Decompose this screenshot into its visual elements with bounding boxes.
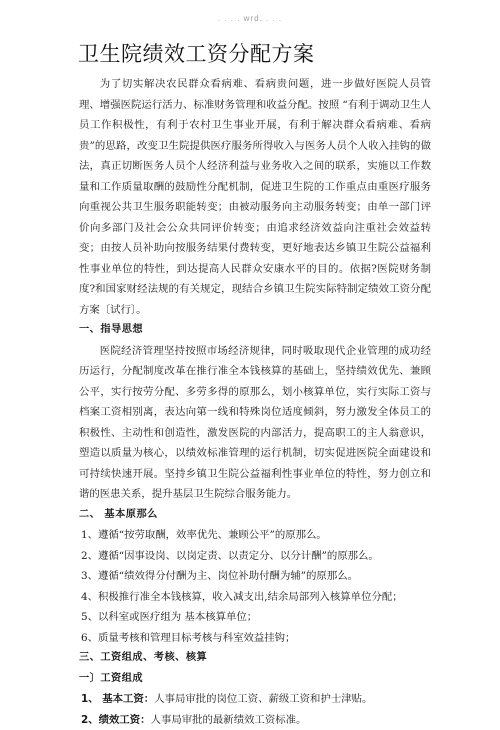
list-item (79, 689, 431, 710)
item-label: 1、 基本工资： (81, 693, 154, 705)
list-item: 5、以科室或医疗组为 基本核算单位； (79, 607, 431, 628)
list-item: 1、遵循“按劳取酬，效率优先、兼顾公平”的原那么。 (79, 525, 431, 546)
page-title: 卫生院绩效工资分配方案 (78, 38, 315, 68)
list-item: 6、质量考核和管理目标考核与科室效益挂钩； (79, 628, 431, 649)
section-paragraph: 医院经济管理坚持按照市场经济规律，同时吸取现代企业管理的成功经历运行，分配制度改革在推行准全本钱核算的基础上，坚持绩效优先、兼顾公平，实行按劳分配、多劳多得的原那么，划小核算单位，实行实际工资与档案工资相别离，表达向第一线和特殊岗位适度倾斜，努力激发全体员工的积极性、主动性和创造性，激发医院的内部活力，提高职工的主人翁意识，塑造以质量为核心，以绩效标准管理的运行机制，切实促进医院全面建设和可持续快速开展。坚持乡镇卫生院公益福利性事业单位的特性，努力创立和谐的医患关系，提升基层卫生院综合服务能力。 (79, 341, 431, 505)
subsection-heading: 一〕工资组成 (79, 669, 431, 690)
list-item: 2、遵循“因事设岗、以岗定责、以责定分、以分计酬”的原那么。 (79, 546, 431, 567)
list-item: 4、积极推行准全本钱核算，收入减支出,结余局部列入核算单位分配； (79, 587, 431, 608)
item-text: 人事局审批的最新绩效工资标准。 (151, 714, 307, 726)
section-heading: 二、 基本原那么 (79, 505, 431, 526)
item-text: 人事局审批的岗位工资、薪级工资和护士津贴。 (154, 693, 372, 705)
section-heading: 三、工资组成、考核、核算 (79, 648, 431, 669)
page-header: . . . . wrd. . . . (0, 14, 500, 23)
section-heading: 一、指导思想 (79, 320, 431, 341)
list-item: 3、遵循“绩效得分付酬为主、岗位补助付酬为辅”的原那么。 (79, 566, 431, 587)
item-label: 2、绩效工资： (81, 714, 151, 726)
document-body (79, 74, 431, 730)
intro-paragraph: 为了切实解决农民群众看病难、看病贵问题，进一步做好医院人员管理、增强医院运行活力、标准财务管理和收益分配。按照 “有利于调动卫生人员工作积极性，有利于农村卫生事业开展，有利于解决群众看病难、看病贵”的思路，改变卫生院提供医疗服务所得收入与医务人员个人收入挂钩的做法，真正切断医务人员个人经济利益与业务收入之间的联系，实施以工作数量和工作质量取酬的鼓励性分配机制，促进卫生院的工作重点由重医疗服务向重视公共卫生服务职能转变；由被动服务向主动服务转变；由单一部门评价向多部门及社会公众共同评价转变；由追求经济效益向注重社会效益转变；由按人员补助向按服务结果付费转变，更好地表达乡镇卫生院公益福利性事业单位的特性，到达提高人民群众安康水平的目的。依据?医院财务制度?和国家财经法规的有关规定，现结合乡镇卫生院实际特制定绩效工资分配方案〔试行〕。 (79, 74, 431, 320)
list-item (79, 710, 431, 730)
